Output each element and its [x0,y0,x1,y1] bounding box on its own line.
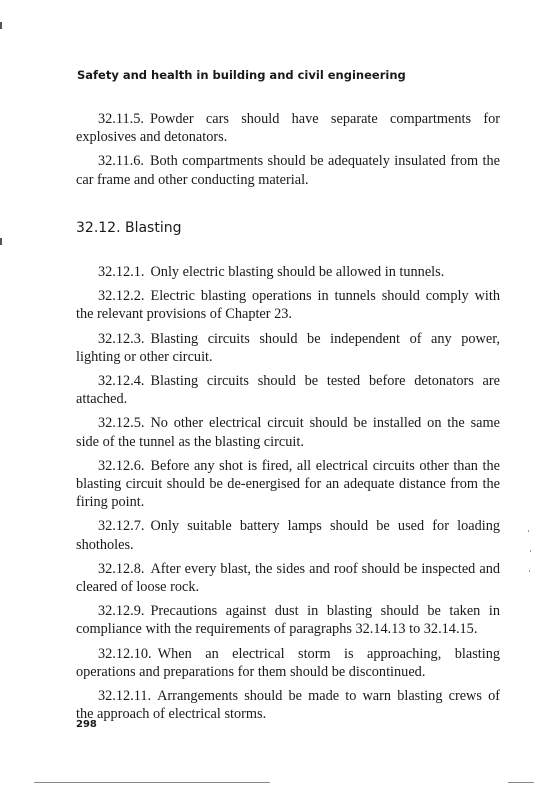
paragraph-number: 32.12.10. [98,645,152,662]
paragraph-32-12-10 [76,645,500,681]
body-text [76,110,500,729]
paragraph-number: 32.12.4. [98,373,145,390]
paragraph-text: Powder cars should have separate compartments for explosives and detonators. [76,111,500,146]
paragraph-text: Both compartments should be adequately insulated from the car frame and other conducting material. [76,153,500,188]
paragraph-text: Blasting circuits should be tested before detonators are attached. [76,373,500,408]
paragraph-number: 32.12.3. [98,330,145,347]
paragraph-text: Blasting circuits should be independent of any power, lighting or other circuit. [76,330,500,365]
paragraph-32-11-5 [76,110,500,146]
paragraph-number: 32.12.6. [98,457,145,474]
paragraph-number: 32.12.2. [98,288,145,305]
scan-bottom-rule [34,782,270,783]
paragraph-32-12-4 [76,372,500,408]
paragraph-text: Electric blasting operations in tunnels should comply with the relevant provisions of Chapter 23. [76,288,500,323]
paragraph-32-11-6 [76,152,500,188]
paragraph-number: 32.12.11. [98,688,152,705]
paragraph-text: Before any shot is fired, all electrical circuits other than the blasting circuit should be de-energised for an adequate distance from the firing point. [76,457,500,511]
paragraph-32-12-8 [76,560,500,596]
paragraph-32-12-6 [76,457,500,512]
paragraph-32-12-2 [76,287,500,323]
paragraph-number: 32.12.8. [98,560,145,577]
scan-margin-mark [0,238,2,245]
paragraph-text: Arrangements should be made to warn blasting crews of the approach of electrical storms. [76,688,500,723]
scan-speck [529,570,530,572]
paragraph-text: When an electrical storm is approaching, blasting operations and preparations for them should be discontinued. [76,645,500,680]
scan-speck [530,550,531,552]
paragraph-32-12-11 [76,687,500,723]
page-number: 298 [76,719,97,730]
paragraph-32-12-1 [76,263,500,281]
paragraph-number: 32.11.6. [98,153,144,170]
scan-bottom-rule [508,782,534,783]
paragraph-text: Precautions against dust in blasting should be taken in compliance with the requirements of paragraphs 32.14.13 to 32.14.15. [76,603,500,638]
paragraph-text: Only electric blasting should be allowed in tunnels. [150,264,445,281]
running-header: Safety and health in building and civil engineering [77,68,406,82]
paragraph-number: 32.12.1. [98,264,145,281]
scan-speck [528,530,529,532]
paragraph-32-12-5 [76,414,500,450]
paragraph-text: No other electrical circuit should be installed on the same side of the tunnel as the blasting circuit. [76,415,500,450]
section-heading: 32.12. Blasting [76,219,182,236]
paragraph-number: 32.12.9. [98,603,145,620]
paragraph-number: 32.12.5. [98,415,145,432]
scan-margin-mark [0,22,2,29]
paragraph-text: After every blast, the sides and roof should be inspected and cleared of loose rock. [76,560,500,596]
paragraph-text: Only suitable battery lamps should be used for loading shotholes. [76,518,500,553]
paragraph-32-12-9 [76,602,500,638]
paragraph-number: 32.11.5. [98,111,144,127]
paragraph-number: 32.12.7. [98,518,145,535]
paragraph-32-12-7 [76,517,500,553]
paragraph-32-12-3 [76,330,500,366]
